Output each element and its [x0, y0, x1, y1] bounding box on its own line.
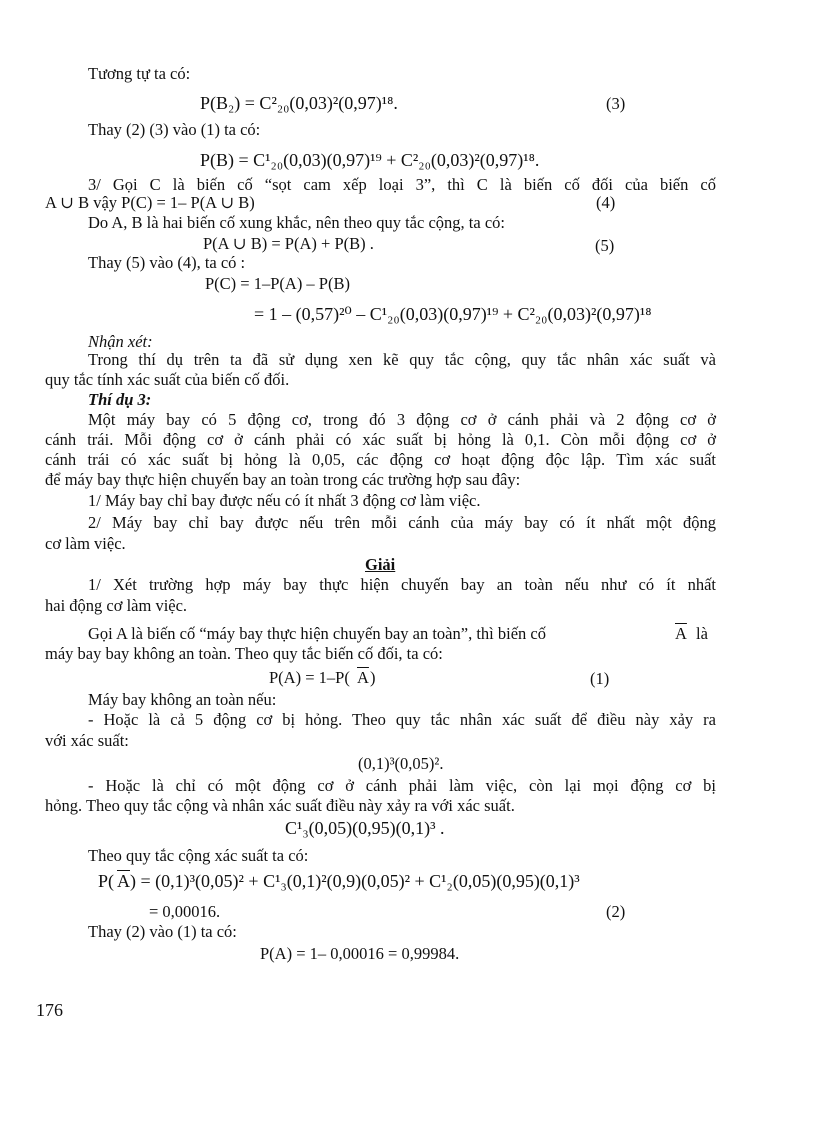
equation: P(A) = 1– 0,00016 = 0,99984. — [260, 944, 460, 963]
text-line: với xác suất: — [45, 731, 129, 750]
page-number: 176 — [36, 1000, 63, 1020]
equation: = 0,00016. — [149, 902, 221, 921]
text-line: Một máy bay có 5 động cơ, trong đó 3 động cơ ở cánh phải và 2 động cơ ở — [88, 410, 716, 429]
text-line: - Hoặc là cả 5 động cơ bị hỏng. Theo quy tắc nhân xác suất để điều này xảy ra — [88, 710, 716, 729]
equation: P( — [98, 871, 115, 891]
text-line: hỏng. Theo quy tắc cộng và nhân xác suất điều này xảy ra với xác suất. — [45, 796, 515, 815]
remark-heading: Nhận xét: — [88, 332, 153, 351]
text-line: máy bay bay không an toàn. Theo quy tắc biến cố đối, ta có: — [45, 644, 443, 663]
text-line: Do A, B là hai biến cố xung khắc, nên theo quy tắc cộng, ta có: — [88, 213, 505, 232]
equation: (0,1)³(0,05)². — [358, 754, 444, 773]
text-line: cánh trái có xác suất bị hỏng là 0,05, các động cơ hoạt động độc lập. Tìm xác suất — [45, 450, 716, 469]
equation-number: (1) — [590, 669, 610, 688]
text-line: 2/ Máy bay chỉ bay được nếu trên mỗi cánh của máy bay có ít nhất một động — [88, 513, 716, 532]
equation: P(C) = 1–P(A) – P(B) — [205, 274, 350, 293]
equation: P(A ∪ B) = P(A) + P(B) . — [203, 234, 374, 253]
equation-number: (4) — [596, 193, 616, 212]
text-line: 3/ Gọi C là biến cố “sọt cam xếp loại 3”, thì C là biến cố đối của biến cố — [88, 175, 716, 194]
equation-number: (5) — [595, 236, 615, 255]
text-line: Thay (2) vào (1) ta có: — [88, 922, 237, 941]
text-line: để máy bay thực hiện chuyến bay an toàn trong các trường hợp sau đây: — [45, 470, 521, 489]
text-line: Thay (5) vào (4), ta có : — [88, 253, 246, 272]
text-line: hai động cơ làm việc. — [45, 596, 188, 615]
text-line: $\overline{A}$ — [675, 624, 687, 643]
text-line: 1/ Máy bay chỉ bay được nếu có ít nhất 3 động cơ làm việc. — [88, 491, 481, 510]
text-line: Máy bay không an toàn nếu: — [88, 690, 277, 709]
text-line: Trong thí dụ trên ta đã sử dụng xen kẽ quy tắc cộng, quy tắc nhân xác suất và — [88, 350, 716, 369]
text-line: quy tắc tính xác suất của biến cố đối. — [45, 370, 290, 389]
text-line: Thay (2) (3) vào (1) ta có: — [88, 120, 261, 139]
equation: ) — [370, 668, 376, 687]
equation: C¹₃(0,05)(0,95)(0,1)³ . — [285, 818, 445, 838]
text-line: Tương tự ta có: — [88, 64, 191, 83]
solution-heading: Giải — [365, 555, 396, 574]
equation-number: (3) — [606, 94, 626, 113]
text-line: A ∪ B vậy P(C) = 1– P(A ∪ B) — [45, 193, 255, 212]
equation: P(B₂) = C²₂₀(0,03)²(0,97)¹⁸. — [200, 93, 398, 113]
text-line: cánh trái. Mỗi động cơ ở cánh phải có xác suất bị hỏng là 0,1. Còn mỗi động cơ ở — [45, 430, 716, 449]
equation: = 1 – (0,57)²⁰ – C¹₂₀(0,03)(0,97)¹⁹ + C²₂₀(0,03)²(0,97)¹⁸ — [254, 304, 652, 324]
text-line: Gọi A là biến cố “máy bay thực hiện chuyến bay an toàn”, thì biến cố — [88, 624, 546, 643]
equation: P(A) = 1–P( — [269, 668, 350, 687]
equation: P(B) = C¹₂₀(0,03)(0,97)¹⁹ + C²₂₀(0,03)²(0,97)¹⁸. — [200, 150, 540, 170]
equation: $\overline{A}$ — [357, 668, 369, 687]
equation: ) = (0,1)³(0,05)² + C¹₃(0,1)²(0,9)(0,05)² + C¹₂(0,05)(0,95)(0,1)³ — [130, 871, 580, 891]
equation: $\overline{A}$ — [117, 871, 130, 891]
example-heading: Thí dụ 3: — [88, 390, 152, 409]
text-line: - Hoặc là chỉ có một động cơ ở cánh phải làm việc, còn lại mọi động cơ bị — [88, 776, 716, 795]
text-line: là — [696, 624, 708, 643]
text-line: Theo quy tắc cộng xác suất ta có: — [88, 846, 309, 865]
text-line: cơ làm việc. — [45, 534, 126, 553]
text-line: 1/ Xét trường hợp máy bay thực hiện chuyến bay an toàn nếu như có ít nhất — [88, 575, 716, 594]
equation-number: (2) — [606, 902, 626, 921]
